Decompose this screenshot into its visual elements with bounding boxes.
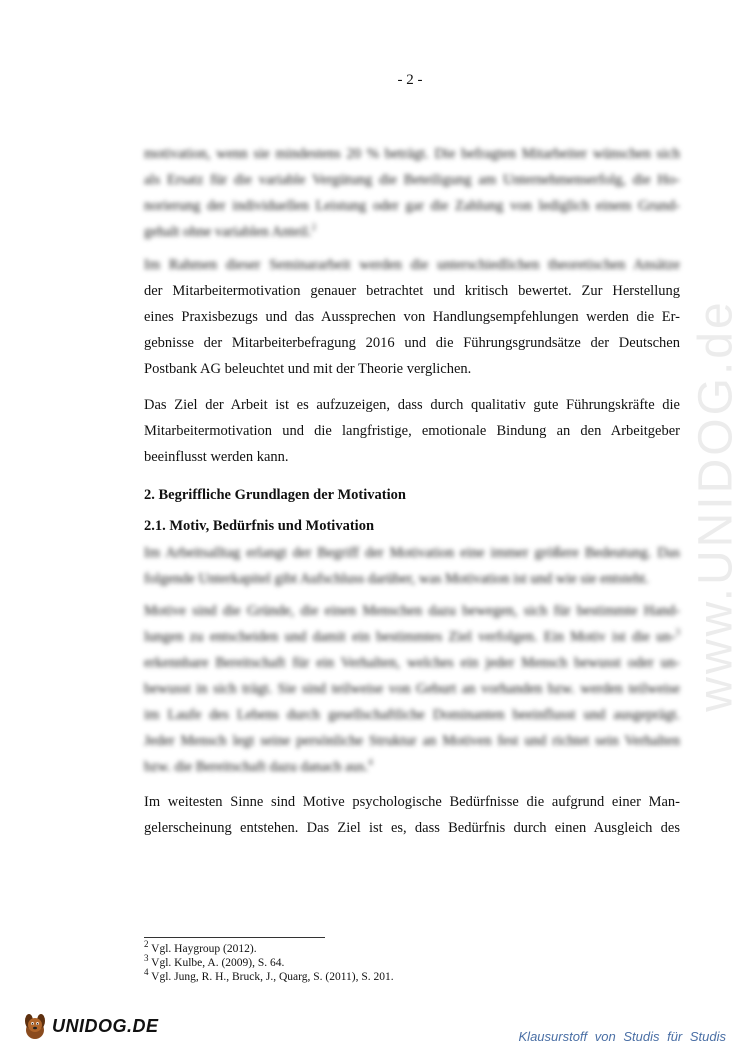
- text-line: gelerscheinung entstehen. Das Ziel ist es, dass Bedürfnis durch einen Ausgleich des: [144, 820, 680, 836]
- dog-icon: [22, 1011, 48, 1041]
- text-line: gehalt ohne variablen Anteil.$^2$: [144, 222, 317, 240]
- blurred-paragraph-top: [144, 141, 680, 245]
- watermark: www.UNIDOG.de: [689, 298, 743, 712]
- logo-text: UNIDOG.DE: [52, 1015, 159, 1036]
- paragraph-goal: [144, 392, 680, 470]
- paragraph-scope: [144, 252, 680, 382]
- text-line: der Mitarbeitermotivation genauer betrachtet und kritisch bewertet. Zur Herstellung: [144, 283, 680, 299]
- text-line: bewusst in sich trägt. Sie sind teilweise von Geburt an vorhanden bzw. werden teilweise: [144, 681, 680, 697]
- subsection-heading: 2.1. Motiv, Bedürfnis und Motivation: [144, 518, 375, 534]
- blurred-paragraph-intro: [144, 540, 680, 592]
- footnote: $^2$ Vgl. Haygroup (2012).: [144, 939, 257, 955]
- blurred-paragraph-motive: [144, 598, 680, 780]
- footnotes: [144, 939, 394, 984]
- footnote: $^3$ Vgl. Kulbe, A. (2009), S. 64.: [144, 953, 285, 969]
- text-line: im Laufe des Lebens durch gesellschaftliche Dominanten beeinflusst und ausgeprägt.: [144, 707, 680, 723]
- page-number: - 2 -: [397, 72, 423, 88]
- text-line: eines Praxisbezugs und das Aussprechen von Handlungsempfehlungen werden die Er-: [144, 309, 680, 325]
- text-line: lungen zu entscheiden und damit ein bestimmtes Ziel verfolgen. Ein Motiv ist die un-$^3$: [144, 627, 680, 645]
- unidog-logo[interactable]: [22, 1011, 159, 1041]
- text-line: bzw. die Bereitschaft dazu danach aus.$^4$: [144, 757, 373, 775]
- text-line: Mitarbeitermotivation und die langfristige, emotionale Bindung an den Arbeitgeber: [144, 423, 680, 439]
- text-line: gebnisse der Mitarbeiterbefragung 2016 und die Führungsgrundsätze der Deutschen: [144, 335, 680, 351]
- text-line: norierung der individuellen Leistung oder gar die Zahlung von lediglich einem Grund-: [144, 198, 680, 214]
- text-line: Motive sind die Gründe, die einen Menschen dazu bewegen, sich für bestimmte Hand-: [144, 603, 680, 619]
- tagline: Klausurstoff von Studis für Studis: [518, 1029, 726, 1044]
- text-line: beeinflusst werden kann.: [144, 449, 289, 465]
- footnote-ref: 2: [311, 222, 317, 233]
- text-line: Im Arbeitsalltag erlangt der Begriff der Motivation eine immer größere Bedeutung. Das: [144, 545, 680, 561]
- text-line: Im weitesten Sinne sind Motive psychologische Bedürfnisse die aufgrund einer Man-: [144, 794, 680, 810]
- footnote: $^4$ Vgl. Jung, R. H., Bruck, J., Quarg, S. (2011), S. 201.: [144, 967, 394, 983]
- text-line: Das Ziel der Arbeit ist es aufzuzeigen, dass durch qualitativ gute Führungskräfte die: [144, 397, 680, 413]
- text-line-blurred: Im Rahmen dieser Seminararbeit werden die unterschiedlichen theoretischen Ansätze: [144, 257, 680, 273]
- footnote-ref: 3: [675, 627, 680, 638]
- text-line: erkennbare Bereitschaft für ein Verhalten, welches ein jeder Mensch bewusst oder un-: [144, 655, 680, 671]
- text-line: motivation, wenn sie mindestens 20 % beträgt. Die befragten Mitarbeiter wünschen sich: [144, 146, 680, 162]
- text-line: folgende Unterkapitel gibt Aufschluss darüber, was Motivation ist und wie sie entsteht.: [144, 571, 649, 587]
- footnote-ref: 4: [368, 757, 373, 768]
- section-heading: 2. Begriffliche Grundlagen der Motivation: [144, 487, 406, 503]
- text-line: Postbank AG beleuchtet und mit der Theorie verglichen.: [144, 361, 472, 377]
- text-line: Jeder Mensch legt seine persönliche Struktur an Motiven fest und richtet sein Verhalten: [144, 733, 680, 749]
- paragraph-needs: [144, 789, 680, 841]
- footnote-divider: [144, 937, 325, 938]
- text-line: als Ersatz für die variable Vergütung die Beteiligung am Unternehmenserfolg, die Ho-: [144, 172, 680, 188]
